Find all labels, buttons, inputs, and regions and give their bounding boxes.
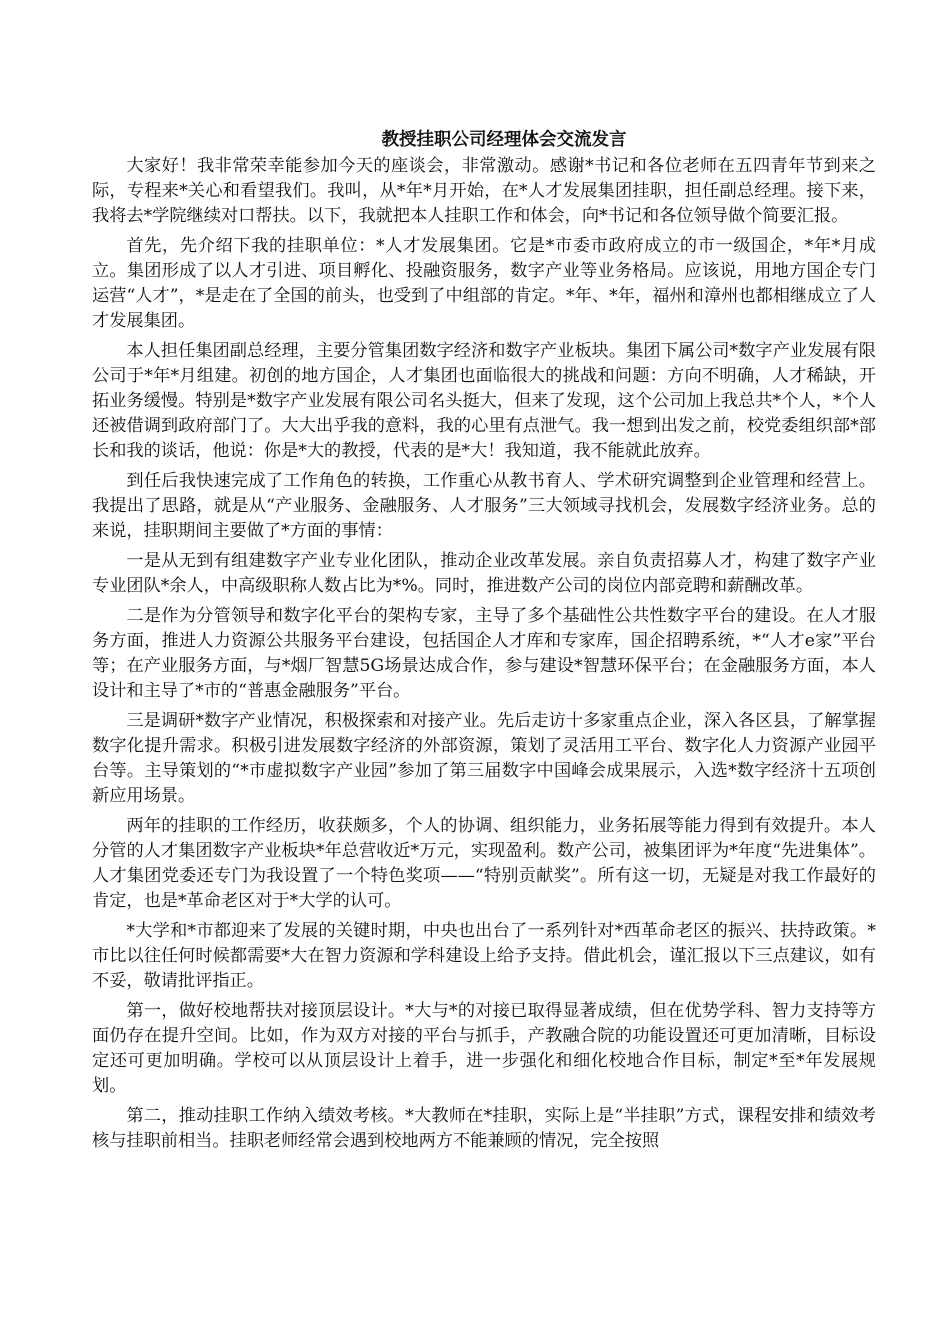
paragraph-10: 第一，做好校地帮扶对接顶层设计。*大与*的对接已取得显著成绩，但在优势学科、智力支持等方面仍存在提升空间。比如，作为双方对接的平台与抓手，产教融合院的功能设置还可更加清晰，目标设定还可更加明确。学校可以从顶层设计上着手，进一步强化和细化校地合作目标，制定*至*年发展规划。: [92, 1001, 876, 1096]
paragraph-6: 二是作为分管领导和数字化平台的架构专家，主导了多个基础性公共性数字平台的建设。在人才服务方面，推进人力资源公共服务平台建设，包括国企人才库和专家库，国企招聘系统，*“人才e家”平台等；在产业服务方面，与*烟厂智慧5G场景达成合作，参与建设*智慧环保平台；在金融服务方面，本人设计和主导了*市的“普惠金融服务”平台。: [92, 606, 876, 701]
document-title: 教授挂职公司经理体会交流发言: [381, 130, 627, 150]
paragraph-11: 第二，推动挂职工作纳入绩效考核。*大教师在*挂职，实际上是“半挂职”方式，课程安排和绩效考核与挂职前相当。挂职老师经常会遇到校地两方不能兼顾的情况，完全按照: [92, 1106, 876, 1151]
paragraph-5: 一是从无到有组建数字产业专业化团队，推动企业改革发展。亲自负责招募人才，构建了数字产业专业团队*余人，中高级职称人数占比为*%。同时，推进数产公司的岗位内部竞聘和薪酬改革。: [92, 551, 876, 596]
document-page: [92, 128, 876, 1159]
paragraph-7: 三是调研*数字产业情况，积极探索和对接产业。先后走访十多家重点企业，深入各区县，了解掌握数字化提升需求。积极引进发展数字经济的外部资源，策划了灵活用工平台、数字化人力资源产业园平台等。主导策划的“*市虚拟数字产业园”参加了第三届数字中国峰会成果展示，入选*数字经济十五项创新应用场景。: [92, 711, 876, 806]
paragraph-2: 首先，先介绍下我的挂职单位：*人才发展集团。它是*市委市政府成立的市一级国企，*年*月成立。集团形成了以人才引进、项目孵化、投融资服务，数字产业等业务格局。应该说，用地方国企专门运营“人才”，*是走在了全国的前头，也受到了中组部的肯定。*年、*年，福州和漳州也都相继成立了人才发展集团。: [92, 236, 876, 331]
paragraph-4: 到任后我快速完成了工作角色的转换，工作重心从教书育人、学术研究调整到企业管理和经营上。我提出了思路，就是从“产业服务、金融服务、人才服务”三大领域寻找机会，发展数字经济业务。总的来说，挂职期间主要做了*方面的事情：: [92, 471, 876, 541]
paragraph-9: *大学和*市都迎来了发展的关键时期，中央也出台了一系列针对*西革命老区的振兴、扶持政策。*市比以往任何时候都需要*大在智力资源和学科建设上给予支持。借此机会，谨汇报以下三点建议，如有不妥，敬请批评指正。: [92, 921, 876, 991]
paragraph-3: 本人担任集团副总经理，主要分管集团数字经济和数字产业板块。集团下属公司*数字产业发展有限公司于*年*月组建。初创的地方国企，人才集团也面临很大的挑战和问题：方向不明确，人才稀缺，开拓业务缓慢。特别是*数字产业发展有限公司名头挺大，但来了发现，这个公司加上我总共*个人，*个人还被借调到政府部门了。大大出乎我的意料，我的心里有点泄气。我一想到出发之前，校党委组织部*部长和我的谈话，他说：你是*大的教授，代表的是*大！我知道，我不能就此放弃。: [92, 341, 876, 461]
paragraph-8: 两年的挂职的工作经历，收获颇多，个人的协调、组织能力，业务拓展等能力得到有效提升。本人分管的人才集团数字产业板块*年总营收近*万元，实现盈利。数产公司，被集团评为*年度“先进集体”。人才集团党委还专门为我设置了一个特色奖项——“特别贡献奖”。所有这一切，无疑是对我工作最好的肯定，也是*革命老区对于*大学的认可。: [92, 816, 876, 911]
paragraph-1: 大家好！我非常荣幸能参加今天的座谈会，非常激动。感谢*书记和各位老师在五四青年节到来之际，专程来*关心和看望我们。我叫，从*年*月开始，在*人才发展集团挂职，担任副总经理。接下来，我将去*学院继续对口帮扶。以下，我就把本人挂职工作和体会，向*书记和各位领导做个简要汇报。: [92, 156, 876, 226]
